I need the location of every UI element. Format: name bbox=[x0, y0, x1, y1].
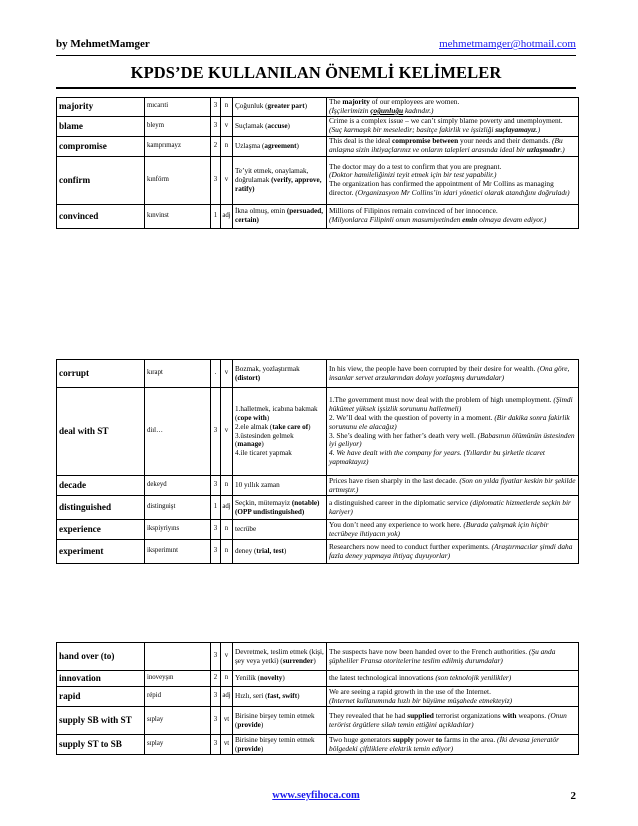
table-row bbox=[57, 671, 579, 687]
example-cell bbox=[327, 687, 579, 707]
text-run: 3.üstesinden gelmek ( bbox=[235, 431, 294, 449]
text-run: supplied bbox=[407, 710, 434, 720]
text-run: (Şu anda şüpheliler Fransa otoritelerine teslim edilmiş durumdalar) bbox=[329, 646, 556, 665]
text-run: (verify, approve, ratify) bbox=[235, 175, 322, 193]
text-run: supply bbox=[392, 734, 414, 744]
text-run: Seçkin, mütemayiz bbox=[235, 498, 292, 507]
text-run: majority bbox=[59, 101, 94, 112]
text-run: Bozmak, yozlaştırmak bbox=[235, 364, 300, 373]
table-row bbox=[57, 707, 579, 735]
part-of-speech-cell: vt bbox=[221, 707, 233, 735]
text-run: Yenilik ( bbox=[235, 674, 261, 683]
word-cell bbox=[57, 540, 145, 564]
translation-cell bbox=[233, 156, 327, 204]
text-run: .) bbox=[560, 145, 565, 155]
text-run: novelty bbox=[260, 674, 283, 683]
text-run: uzlaşmadır bbox=[526, 145, 561, 155]
text-run: agreement bbox=[264, 141, 297, 150]
table-row bbox=[57, 156, 579, 204]
text-run: 3. She’s dealing with her father’s death very well. bbox=[329, 430, 478, 440]
text-run: (Organizasyon Mr Collins’in idari yönetici olarak atandığını doğruladı) bbox=[355, 188, 570, 198]
level-cell: 1 bbox=[211, 496, 221, 520]
text-run: Devretmek, teslim etmek (kişi, şey veya yetki) ( bbox=[235, 647, 324, 665]
text-run: (diplomatic hizmetlerde seçkin bir kariyer) bbox=[329, 497, 571, 516]
pronunciation-cell: kamprımayz bbox=[145, 136, 211, 156]
text-run: (Babasının ölümünün üstesinden iyi geliyor) bbox=[329, 430, 575, 449]
text-run: (Ona göre, insanlar servet arzularından dolayı yozlaşmış durumdalar) bbox=[329, 363, 570, 382]
translation-cell bbox=[233, 643, 327, 671]
text-run: emin bbox=[462, 215, 478, 225]
part-of-speech-cell: v bbox=[221, 156, 233, 204]
word-cell bbox=[57, 136, 145, 156]
example-cell bbox=[327, 671, 579, 687]
text-run: This deal is the ideal bbox=[329, 136, 393, 146]
word-cell bbox=[57, 388, 145, 476]
pronunciation-cell: dekeyd bbox=[145, 476, 211, 496]
text-run: convinced bbox=[59, 210, 99, 221]
text-run: corrupt bbox=[59, 368, 90, 378]
text-run: majority bbox=[342, 97, 370, 106]
level-cell: 3 bbox=[211, 540, 221, 564]
table-row bbox=[57, 116, 579, 136]
text-run: confirm bbox=[59, 174, 91, 185]
vocabulary-table-2 bbox=[56, 359, 579, 564]
text-run: (son teknolojik yenilikler) bbox=[435, 673, 512, 683]
text-run: provide bbox=[237, 744, 261, 753]
text-run: blame bbox=[59, 120, 83, 131]
level-cell: 3 bbox=[211, 476, 221, 496]
table-row bbox=[57, 540, 579, 564]
level-cell: 2 bbox=[211, 671, 221, 687]
pronunciation-cell bbox=[145, 643, 211, 671]
word-cell bbox=[57, 476, 145, 496]
text-run: ) bbox=[261, 440, 264, 449]
text-run: ) bbox=[266, 413, 270, 422]
translation-cell bbox=[233, 707, 327, 735]
text-run: ) bbox=[260, 720, 264, 729]
text-run: tecrübe bbox=[235, 525, 257, 534]
example-cell bbox=[327, 388, 579, 476]
text-run: (Bir dakika sonra fakirlik sorununu ele alacağız) bbox=[329, 412, 570, 431]
level-cell: 3 bbox=[211, 707, 221, 735]
word-cell bbox=[57, 204, 145, 228]
text-run: to bbox=[435, 734, 443, 744]
text-run: a distinguished career in the diplomatic service bbox=[329, 497, 470, 507]
level-cell: 2 bbox=[211, 136, 221, 156]
part-of-speech-cell: adj bbox=[221, 204, 233, 228]
text-run: distinguished bbox=[59, 502, 112, 512]
text-run: 2. We’ll deal with the question of poverty in a moment. bbox=[329, 412, 495, 422]
example-cell bbox=[327, 156, 579, 204]
text-run: Researchers now need to conduct further experiments. bbox=[329, 541, 492, 551]
text-run: your needs and their demands. bbox=[458, 136, 552, 146]
text-run: cope with bbox=[237, 413, 267, 422]
author-email-link[interactable]: mehmetmamger@hotmail.com bbox=[439, 38, 576, 50]
level-cell: 3 bbox=[211, 388, 221, 476]
text-run: (Doktor hamileliğinizi teyit etmek için bir test yapabilir.) bbox=[329, 170, 497, 180]
pronunciation-cell: iksperimınt bbox=[145, 540, 211, 564]
page-header bbox=[56, 38, 576, 50]
example-cell bbox=[327, 116, 579, 136]
translation-cell bbox=[233, 520, 327, 540]
page-footer bbox=[56, 790, 576, 801]
translation-cell bbox=[233, 116, 327, 136]
text-run: weapons. bbox=[516, 710, 548, 720]
text-run: accuse bbox=[267, 121, 288, 130]
text-run: (notable)(OPP undistinguished) bbox=[235, 498, 320, 516]
part-of-speech-cell: n bbox=[221, 98, 233, 117]
text-run: The organization has confirmed the appointment of Mr Collins as managing director. bbox=[329, 179, 554, 198]
text-run: decade bbox=[59, 480, 87, 490]
example-cell bbox=[327, 136, 579, 156]
part-of-speech-cell: n bbox=[221, 671, 233, 687]
text-run: surrender bbox=[282, 656, 314, 665]
text-run: deney ( bbox=[235, 547, 257, 556]
title-divider bbox=[56, 87, 576, 89]
text-run: 4.ile ticaret yapmak bbox=[235, 449, 292, 458]
text-run: (İşçilerimizin bbox=[329, 105, 371, 115]
pronunciation-cell: mıcarıti bbox=[145, 98, 211, 117]
pronunciation-cell: kınförm bbox=[145, 156, 211, 204]
text-run: fast, swift bbox=[267, 692, 298, 701]
text-run: .) bbox=[535, 125, 541, 135]
text-run: (Onun terörist örgütlere silah temin ettiğini açıkladılar) bbox=[329, 710, 567, 729]
text-run: 1.The government must now deal with the problem of high unemployment. bbox=[329, 394, 554, 404]
translation-cell bbox=[233, 204, 327, 228]
example-cell bbox=[327, 204, 579, 228]
level-cell: . bbox=[211, 360, 221, 388]
table-row bbox=[57, 98, 579, 117]
pronunciation-cell: sıplay bbox=[145, 707, 211, 735]
text-run: manage bbox=[237, 440, 262, 449]
translation-cell bbox=[233, 388, 327, 476]
translation-cell bbox=[233, 496, 327, 520]
table-row bbox=[57, 520, 579, 540]
text-run: Hızlı, seri ( bbox=[235, 692, 268, 701]
text-run: compromise bbox=[59, 140, 107, 151]
vocabulary-table-1 bbox=[56, 97, 579, 229]
text-run: with bbox=[502, 710, 517, 720]
table-row bbox=[57, 388, 579, 476]
text-run: Birisine birşey temin etmek ( bbox=[235, 711, 315, 729]
translation-cell bbox=[233, 671, 327, 687]
page-number: 2 bbox=[570, 790, 576, 802]
text-run: 10 yıllık zaman bbox=[235, 481, 280, 490]
table-row bbox=[57, 643, 579, 671]
translation-cell bbox=[233, 735, 327, 755]
text-run: ) bbox=[304, 102, 308, 111]
text-run: Two huge generators bbox=[329, 734, 393, 744]
page-title: KPDS’DE KULLANILAN ÖNEMLİ KELİMELER bbox=[130, 63, 502, 82]
author-label: by MehmetMamger bbox=[56, 38, 150, 50]
word-cell bbox=[57, 98, 145, 117]
text-run: innovation bbox=[59, 673, 101, 683]
text-run: ) bbox=[308, 422, 311, 431]
part-of-speech-cell: n bbox=[221, 136, 233, 156]
text-run: greater part bbox=[267, 102, 305, 111]
text-run: the latest technological innovations bbox=[329, 673, 436, 683]
text-run: Çoğunluk ( bbox=[235, 102, 268, 111]
level-cell: 3 bbox=[211, 98, 221, 117]
part-of-speech-cell: n bbox=[221, 520, 233, 540]
text-run: deal with ST bbox=[59, 426, 109, 436]
text-run: Suçlamak ( bbox=[235, 121, 268, 130]
text-run: trial, test bbox=[256, 547, 284, 556]
example-cell bbox=[327, 707, 579, 735]
example-cell bbox=[327, 520, 579, 540]
text-run: (Şimdi hükümet yüksek işsizlik sorununu halletmeli) bbox=[329, 394, 573, 413]
text-run: 2.ele almak ( bbox=[235, 422, 273, 431]
text-run: ) bbox=[313, 656, 316, 665]
text-run: take care of bbox=[272, 422, 309, 431]
text-run: SB with ST bbox=[85, 715, 132, 725]
table-row bbox=[57, 735, 579, 755]
text-run: ) bbox=[260, 744, 264, 753]
pronunciation-cell: sıplay bbox=[145, 735, 211, 755]
text-run: (distort) bbox=[235, 373, 261, 382]
example-cell bbox=[327, 496, 579, 520]
translation-cell bbox=[233, 98, 327, 117]
text-run: Millions of Filipinos remain convinced of her innocence. bbox=[329, 206, 498, 216]
table-row bbox=[57, 476, 579, 496]
text-run: 4. We have dealt with the company for years. (Yıllardır bu şirketle ticaret yapmaktayız) bbox=[329, 448, 545, 467]
part-of-speech-cell: n bbox=[221, 476, 233, 496]
word-cell bbox=[57, 687, 145, 707]
text-run: 1.halletmek, icabına bakmak ( bbox=[235, 404, 318, 422]
word-cell bbox=[57, 707, 145, 735]
word-cell bbox=[57, 520, 145, 540]
text-run: experience bbox=[59, 524, 101, 534]
text-run: The bbox=[329, 97, 343, 106]
example-cell bbox=[327, 476, 579, 496]
translation-cell bbox=[233, 540, 327, 564]
site-link[interactable]: www.seyfihoca.com bbox=[272, 790, 360, 801]
text-run: ST to SB bbox=[85, 739, 122, 749]
text-run: compromise between bbox=[392, 136, 459, 146]
level-cell: 1 bbox=[211, 204, 221, 228]
example-cell bbox=[327, 735, 579, 755]
table-row bbox=[57, 360, 579, 388]
text-run: (Bu anlaşma sizin ihtiyaçlarınız ve onların talepleri arasında ideal bir bbox=[329, 136, 563, 155]
text-run: of our employees are women. bbox=[369, 97, 460, 106]
example-cell bbox=[327, 540, 579, 564]
level-cell: 3 bbox=[211, 735, 221, 755]
text-run: supply bbox=[59, 739, 86, 749]
word-cell bbox=[57, 671, 145, 687]
pronunciation-cell: diıl… bbox=[145, 388, 211, 476]
part-of-speech-cell: v bbox=[221, 360, 233, 388]
text-run: kadındır.) bbox=[403, 105, 434, 115]
table-row bbox=[57, 687, 579, 707]
translation-cell bbox=[233, 687, 327, 707]
text-run: The doctor may do a test to confirm that you are pregnant. bbox=[329, 161, 502, 171]
text-run: Crime is a complex issue – we can’t simply blame poverty and unemployment. bbox=[329, 116, 563, 126]
level-cell: 3 bbox=[211, 116, 221, 136]
word-cell bbox=[57, 735, 145, 755]
text-run: (Son on yılda fiyatlar keskin bir şekilde artmıştır.) bbox=[329, 475, 576, 494]
text-run: (Internet kullanımında hızlı bir büyüme müşahede etmekteyiz) bbox=[329, 695, 513, 705]
pronunciation-cell: kınvinst bbox=[145, 204, 211, 228]
text-run: experiment bbox=[59, 546, 104, 556]
text-run: olmaya devam ediyor.) bbox=[477, 215, 547, 225]
text-run: ) bbox=[283, 547, 287, 556]
text-run: power bbox=[413, 734, 436, 744]
example-cell bbox=[327, 360, 579, 388]
level-cell: 3 bbox=[211, 643, 221, 671]
text-run: The suspects have now been handed over to the French authorities. bbox=[329, 646, 529, 656]
part-of-speech-cell: vt bbox=[221, 735, 233, 755]
text-run: They revealed that he had bbox=[329, 710, 408, 720]
text-run: (persuaded, certain) bbox=[235, 207, 324, 225]
pronunciation-cell: bleym bbox=[145, 116, 211, 136]
pronunciation-cell: répid bbox=[145, 687, 211, 707]
part-of-speech-cell: adj bbox=[221, 687, 233, 707]
translation-cell bbox=[233, 476, 327, 496]
part-of-speech-cell: n bbox=[221, 540, 233, 564]
level-cell: 3 bbox=[211, 520, 221, 540]
text-run: provide bbox=[237, 720, 261, 729]
part-of-speech-cell: v bbox=[221, 116, 233, 136]
table-row bbox=[57, 204, 579, 228]
word-cell bbox=[57, 116, 145, 136]
level-cell: 3 bbox=[211, 687, 221, 707]
part-of-speech-cell: v bbox=[221, 643, 233, 671]
text-run: çoğunluğu bbox=[370, 105, 404, 115]
text-run: In his view, the people have been corrupted by their desire for wealth. bbox=[329, 363, 538, 373]
pronunciation-cell: inoveyşın bbox=[145, 671, 211, 687]
text-run: ) bbox=[297, 692, 300, 701]
text-run: Te’yit etmek, onaylamak, doğrulamak bbox=[235, 166, 309, 184]
part-of-speech-cell: adj bbox=[221, 496, 233, 520]
text-run: ) bbox=[282, 674, 285, 683]
translation-cell bbox=[233, 136, 327, 156]
text-run: Prices have risen sharply in the last decade. bbox=[329, 475, 460, 485]
text-run: (Milyonlarca Filipinli onun masumiyetinden bbox=[329, 215, 463, 225]
example-cell bbox=[327, 643, 579, 671]
text-run: You don’t need any experience to work here. bbox=[329, 519, 464, 529]
text-run: terrorist organizations bbox=[433, 710, 503, 720]
vocabulary-table-3 bbox=[56, 642, 579, 755]
word-cell bbox=[57, 360, 145, 388]
text-run: We are seeing a rapid growth in the use of the Internet. bbox=[329, 686, 491, 696]
table-row bbox=[57, 136, 579, 156]
pronunciation-cell: distinguişt bbox=[145, 496, 211, 520]
text-run: farms in the area. bbox=[442, 734, 498, 744]
text-run: rapid bbox=[59, 691, 81, 701]
text-run: ) bbox=[287, 121, 290, 130]
text-run: Uzlaşma ( bbox=[235, 141, 265, 150]
text-run: hand over (to) bbox=[59, 651, 115, 661]
text-run: (Suç karmaşık bir meseledir; basitçe fakirlik ve işsizliği bbox=[329, 125, 496, 135]
text-run: (İki devasa jeneratör bölgedeki çiftliklere elektrik temin ediyor) bbox=[329, 734, 560, 753]
text-run: suçlayamayız bbox=[495, 125, 536, 135]
text-run: (Burada çalışmak için hiçbir tecrübeye ihtiyacın yok) bbox=[329, 519, 549, 538]
word-cell bbox=[57, 643, 145, 671]
text-run: İkna olmuş, emin bbox=[235, 207, 287, 216]
text-run: Birisine birşey temin etmek ( bbox=[235, 735, 315, 753]
pronunciation-cell: ikspiyriyıns bbox=[145, 520, 211, 540]
text-run: (Araştırmacılar şimdi daha fazla deney yapmaya ihtiyaç duyuyorlar) bbox=[329, 541, 573, 560]
text-run: supply bbox=[59, 715, 86, 725]
header-divider bbox=[56, 55, 576, 56]
text-run: ) bbox=[296, 141, 299, 150]
example-cell bbox=[327, 98, 579, 117]
translation-cell bbox=[233, 360, 327, 388]
pronunciation-cell: kırapt bbox=[145, 360, 211, 388]
part-of-speech-cell: v bbox=[221, 388, 233, 476]
word-cell bbox=[57, 156, 145, 204]
level-cell: 3 bbox=[211, 156, 221, 204]
word-cell bbox=[57, 496, 145, 520]
table-row bbox=[57, 496, 579, 520]
